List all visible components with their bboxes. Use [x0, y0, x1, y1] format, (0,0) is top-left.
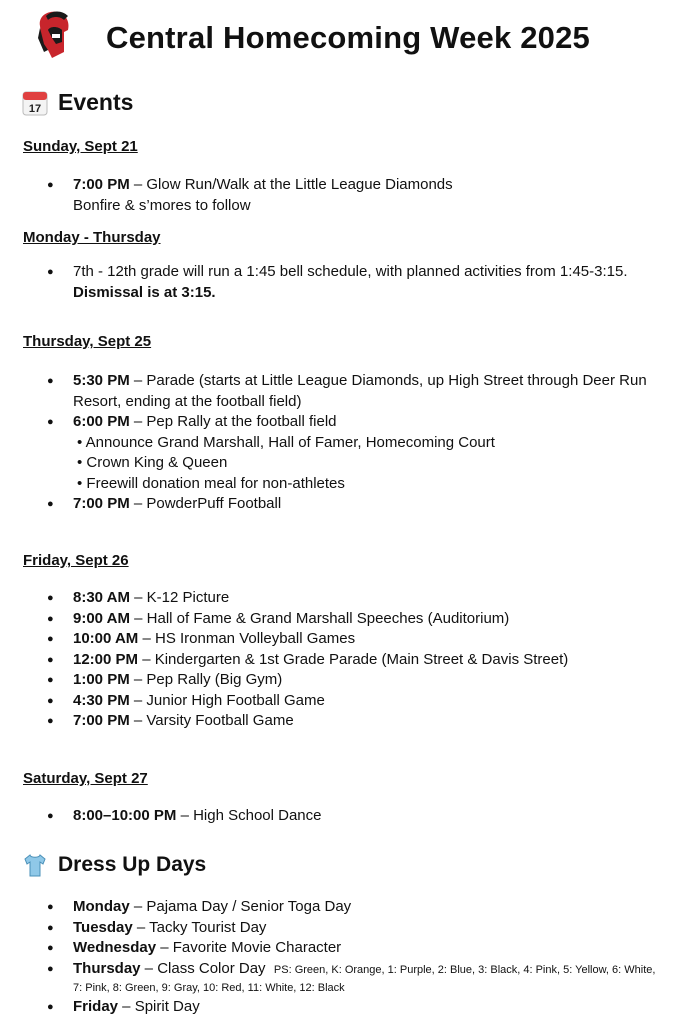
sunday-list	[0, 175, 680, 216]
list-item: ● Monday – Pajama Day / Senior Toga Day	[0, 897, 680, 918]
list-item: ● Wednesday – Favorite Movie Character	[0, 938, 680, 959]
class-colors-note-2: 7: Pink, 8: Green, 9: Gray, 10: Red, 11: White, 12: Black	[73, 982, 345, 994]
saturday-heading: Saturday, Sept 27	[23, 770, 148, 787]
list-item: ● 7:00 PM – Glow Run/Walk at the Little League Diamonds Bonfire & s’mores to follow	[0, 175, 680, 216]
list-item: ● 1:00 PM – Pep Rally (Big Gym)	[0, 670, 680, 691]
friday-heading: Friday, Sept 26	[23, 552, 129, 569]
monday-thursday-list	[0, 262, 680, 303]
list-item: ● 8:30 AM – K-12 Picture	[0, 588, 680, 609]
saturday-list	[0, 806, 680, 827]
list-item: ● 5:30 PM – Parade (starts at Little League Diamonds, up High Street through Deer Run Resort, ending at the football field)	[0, 371, 680, 412]
list-item: ● 7th - 12th grade will run a 1:45 bell schedule, with planned activities from 1:45-3:15. Dismissal is at 3:15.	[0, 262, 680, 303]
spartan-helmet-logo	[34, 8, 74, 60]
list-item: ● 10:00 AM – HS Ironman Volleyball Games	[0, 629, 680, 650]
page-title: Central Homecoming Week 2025	[106, 20, 590, 55]
list-item: ● 9:00 AM – Hall of Fame & Grand Marshall Speeches (Auditorium)	[0, 609, 680, 630]
monday-thursday-heading: Monday - Thursday	[23, 229, 161, 246]
events-heading	[22, 89, 133, 116]
sub-item: • Freewill donation meal for non-athletes	[77, 474, 345, 492]
list-item: ● Tuesday – Tacky Tourist Day	[0, 918, 680, 939]
list-item: ● 8:00–10:00 PM – High School Dance	[0, 806, 680, 827]
svg-text:17: 17	[28, 102, 42, 115]
dress-up-heading	[22, 852, 206, 878]
dress-up-heading-label: Dress Up Days	[58, 853, 207, 876]
list-item: ● Thursday – Class Color Day PS: Green, K: Orange, 1: Purple, 2: Blue, 3: Black, 4: Pink, 5: Yellow, 6: White, 7: Pink, 8: Green, 9: Gray, 10: Red, 11: White, 12: Black	[0, 959, 680, 998]
dress-up-list	[0, 897, 680, 1018]
sub-item: • Announce Grand Marshall, Hall of Famer, Homecoming Court	[77, 433, 495, 451]
list-item: ● Friday – Spirit Day	[0, 997, 680, 1018]
list-item: ● 7:00 PM – PowderPuff Football	[0, 494, 680, 515]
calendar-icon	[22, 90, 48, 116]
friday-list	[0, 588, 680, 732]
list-item: ● 12:00 PM – Kindergarten & 1st Grade Parade (Main Street & Davis Street)	[0, 650, 680, 671]
events-heading-label: Events	[58, 89, 134, 115]
class-colors-note: PS: Green, K: Orange, 1: Purple, 2: Blue, 3: Black, 4: Pink, 5: Yellow, 6: White,	[273, 963, 656, 976]
list-item: ● 6:00 PM – Pep Rally at the football field • Announce Grand Marshall, Hall of Famer, Homecoming Court • Crown King & Queen • Freewill donation meal for non-athletes	[0, 412, 680, 494]
thursday-list	[0, 371, 680, 515]
list-item: ● 4:30 PM – Junior High Football Game	[0, 691, 680, 712]
tshirt-icon	[22, 852, 48, 878]
list-item: ● 7:00 PM – Varsity Football Game	[0, 711, 680, 732]
sunday-heading: Sunday, Sept 21	[23, 138, 138, 155]
thursday-heading: Thursday, Sept 25	[23, 333, 152, 350]
sub-item: • Crown King & Queen	[77, 454, 228, 471]
